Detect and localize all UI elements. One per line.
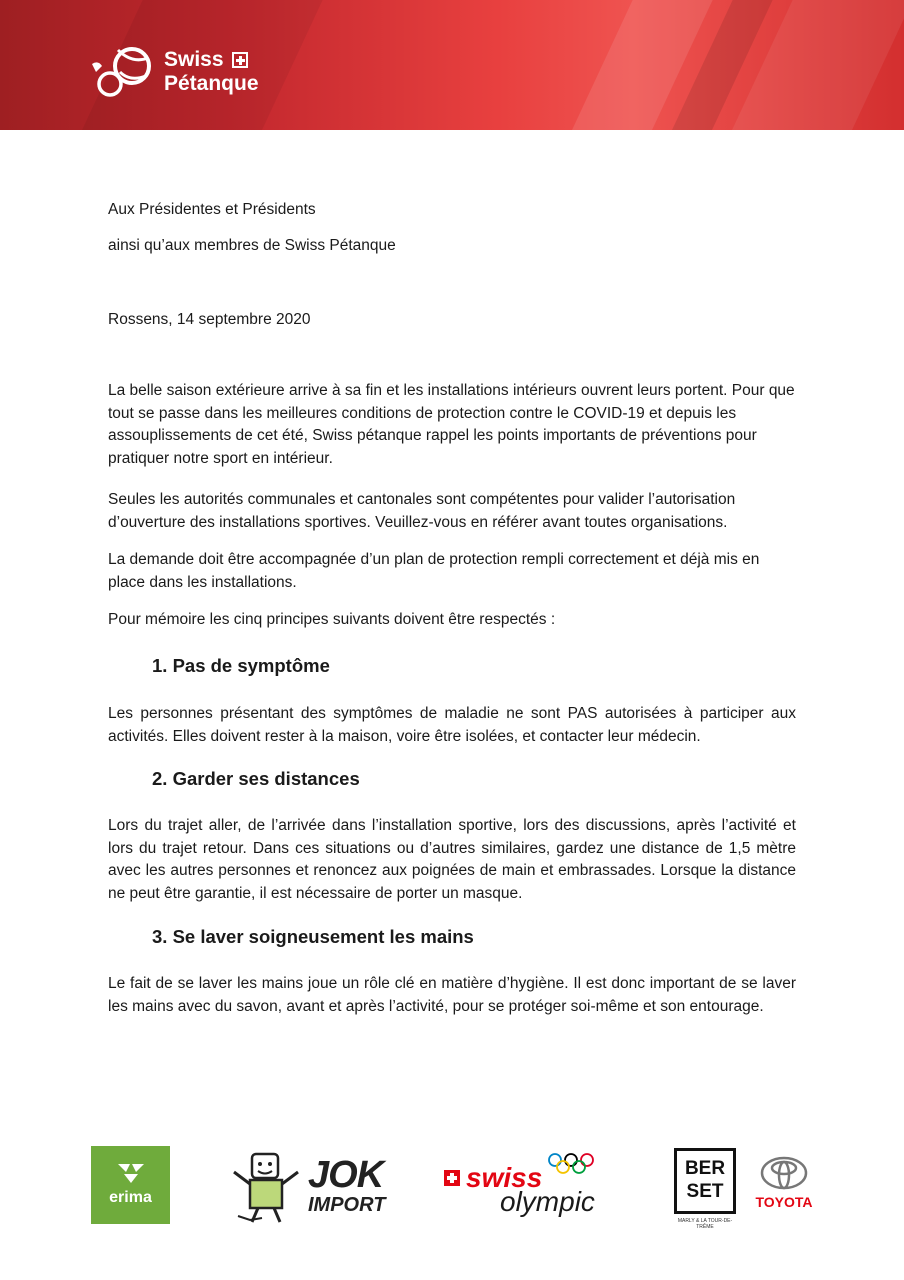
olympic-wordmark: olympic	[500, 1186, 595, 1217]
jok-import-logo	[228, 1146, 398, 1226]
intro-paragraph: Seules les autorités communales et cantonales sont compétentes pour valider l’autorisation d’ouverture des installations sportives. Veuillez-vous en référer avant toutes organisations.	[108, 491, 736, 531]
jok-wordmark: JOK	[308, 1154, 384, 1196]
olympic-rings-icon	[546, 1152, 596, 1176]
berset-logo	[674, 1148, 736, 1214]
section-heading: 1. Pas de symptôme	[152, 655, 330, 676]
recipient-line-1: Aux Présidentes et Présidents	[108, 201, 316, 218]
brand-name-line2: Pétanque	[164, 72, 259, 95]
place-date: Rossens, 14 septembre 2020	[108, 311, 311, 328]
section-heading: 2. Garder ses distances	[152, 768, 360, 789]
swiss-cross-icon	[232, 52, 248, 68]
swiss-flag-icon	[444, 1170, 460, 1186]
jok-mascot-icon	[228, 1146, 304, 1226]
intro-paragraph: Pour mémoire les cinq principes suivants doivent être respectés :	[108, 611, 556, 628]
section-body: Les personnes présentant des symptômes de maladie ne sont PAS autorisées à participer aux activités. Elles doivent rester à la maison, voire être isolées, et contacter leur médecin.	[108, 705, 796, 745]
berset-line-1: BER	[684, 1158, 726, 1179]
intro-paragraph: La demande doit être accompagnée d’un plan de protection rempli correctement et déjà mis en place dans les installations.	[108, 551, 760, 591]
swiss-wordmark: swiss	[466, 1162, 543, 1193]
swiss-olympic-logo	[444, 1152, 614, 1222]
swiss-petanque-logo	[88, 42, 259, 102]
toyota-wordmark: TOYOTA	[755, 1194, 813, 1210]
petanque-balls-icon	[88, 42, 158, 102]
erima-wing-icon	[116, 1162, 146, 1184]
section-heading: 3. Se laver soigneusement les mains	[152, 926, 474, 947]
berset-subtitle: MARLY & LA TOUR-DE-TRÊME	[677, 1218, 733, 1230]
erima-logo	[91, 1146, 170, 1224]
erima-wordmark: erima	[109, 1189, 152, 1206]
section-body: Lors du trajet aller, de l’arrivée dans l’installation sportive, lors des discussions, après l’activité et lors du trajet retour. Dans ces situations ou d’autres similaires, gardez une distance de 1,5 mètre avec les autres personnes et renoncez aux poignées de main et embrassades. Lorsque la distance ne peut être garantie, il est nécessaire de porter un masque.	[108, 817, 796, 902]
sponsor-logos	[0, 1140, 904, 1240]
berset-line-2: SET	[686, 1181, 724, 1202]
letterhead-banner	[0, 0, 904, 130]
import-wordmark: IMPORT	[308, 1194, 386, 1216]
section-body: Le fait de se laver les mains joue un rôle clé en matière d’hygiène. Il est donc important de se laver les mains avec du savon, avant et après l’activité, pour se protéger soi-même et son entourage.	[108, 975, 796, 1015]
intro-paragraph: La belle saison extérieure arrive à sa fin et les installations intérieurs ouvrent leurs portent. Pour que tout se passe dans les meilleures conditions de protection contre le COVID-19 et depuis les assouplissements de cet été, Swiss pétanque rappel les points importants de préventions pour pratiquer notre sport en intérieur.	[108, 382, 795, 467]
toyota-emblem-icon	[760, 1156, 808, 1190]
brand-name-line1: Swiss	[164, 48, 224, 71]
recipient-line-2: ainsi qu’aux membres de Swiss Pétanque	[108, 237, 396, 254]
toyota-logo	[752, 1156, 816, 1216]
